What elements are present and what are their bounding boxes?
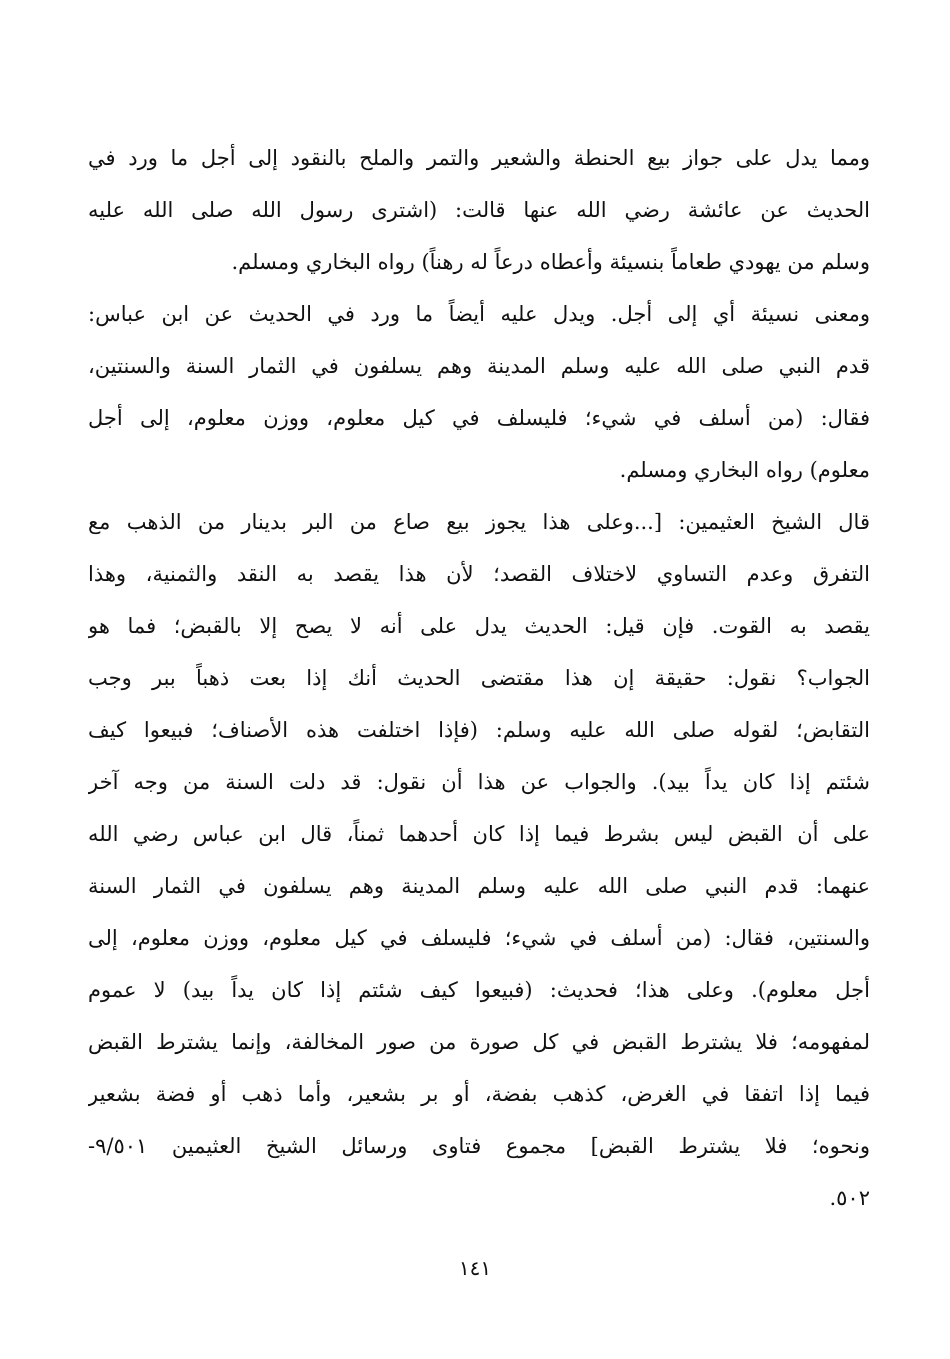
text-line: يقصد به القوت. فإن قيل: الحديث يدل على أنه لا يصح إلا بالقبض؛ فما هو — [88, 614, 870, 638]
text-line: وسلم من يهودي طعاماً بنسيئة وأعطاه درعاً له رهناً) رواه البخاري ومسلم. — [231, 250, 870, 274]
text-line: معلوم) رواه البخاري ومسلم. — [619, 458, 870, 482]
text-line: أجل معلوم). وعلى هذا؛ فحديث: (فبيعوا كيف شئتم إذا كان يداً بيد) لا عموم — [88, 978, 870, 1002]
text-line: ومما يدل على جواز بيع الحنطة والشعير والتمر والملح بالنقود إلى أجل ما ورد في — [88, 146, 870, 170]
text-line: عنهما: قدم النبي صلى الله عليه وسلم المدينة وهم يسلفون في الثمار السنة — [88, 874, 870, 898]
text-line: على أن القبض ليس بشرط فيما إذا كان أحدهما ثمناً، قال ابن عباس رضي الله — [88, 822, 870, 846]
text-line: قدم النبي صلى الله عليه وسلم المدينة وهم يسلفون في الثمار السنة والسنتين، — [88, 354, 870, 378]
body-text — [88, 132, 870, 1224]
text-line: الجواب؟ نقول: حقيقة إن هذا مقتضى الحديث أنك إذا بعت ذهباً ببر وجب — [88, 666, 870, 690]
text-line: فيما إذا اتفقا في الغرض، كذهب بفضة، أو بر بشعير، وأما ذهب أو فضة بشعير — [88, 1082, 870, 1106]
text-line: ومعنى نسيئة أي إلى أجل. ويدل عليه أيضاً ما ورد في الحديث عن ابن عباس: — [88, 302, 870, 326]
text-line: شئتم إذا كان يداً بيد). والجواب عن هذا أن نقول: قد دلت السنة من وجه آخر — [88, 770, 870, 794]
text-line: التفرق وعدم التساوي لاختلاف القصد؛ لأن هذا يقصد به النقد والثمنية، وهذا — [88, 562, 870, 586]
text-line: والسنتين، فقال: (من أسلف في شيء؛ فليسلف في كيل معلوم، ووزن معلوم، إلى — [88, 926, 870, 950]
text-line: قال الشيخ العثيمين: [...وعلى هذا يجوز بيع صاع من البر بدينار من الذهب مع — [88, 510, 870, 534]
text-line: التقابض؛ لقوله صلى الله عليه وسلم: (فإذا اختلفت هذه الأصناف؛ فبيعوا كيف — [88, 718, 870, 742]
text-line: ٥٠٢. — [829, 1186, 870, 1210]
text-line: ونحوه؛ فلا يشترط القبض] مجموع فتاوى ورسائل الشيخ العثيمين ٩/٥٠١- — [88, 1134, 870, 1158]
page-number: ١٤١ — [458, 1256, 492, 1280]
text-line: فقال: (من أسلف في شيء؛ فليسلف في كيل معلوم، ووزن معلوم، إلى أجل — [88, 406, 870, 430]
paragraph-1 — [88, 132, 870, 288]
text-line: الحديث عن عائشة رضي الله عنها قالت: (اشترى رسول الله صلى الله عليه — [88, 198, 870, 222]
paragraph-2 — [88, 288, 870, 496]
paragraph-3-quote — [88, 496, 870, 1224]
text-line: لمفهومه؛ فلا يشترط القبض في كل صورة من صور المخالفة، وإنما يشترط القبض — [88, 1030, 870, 1054]
